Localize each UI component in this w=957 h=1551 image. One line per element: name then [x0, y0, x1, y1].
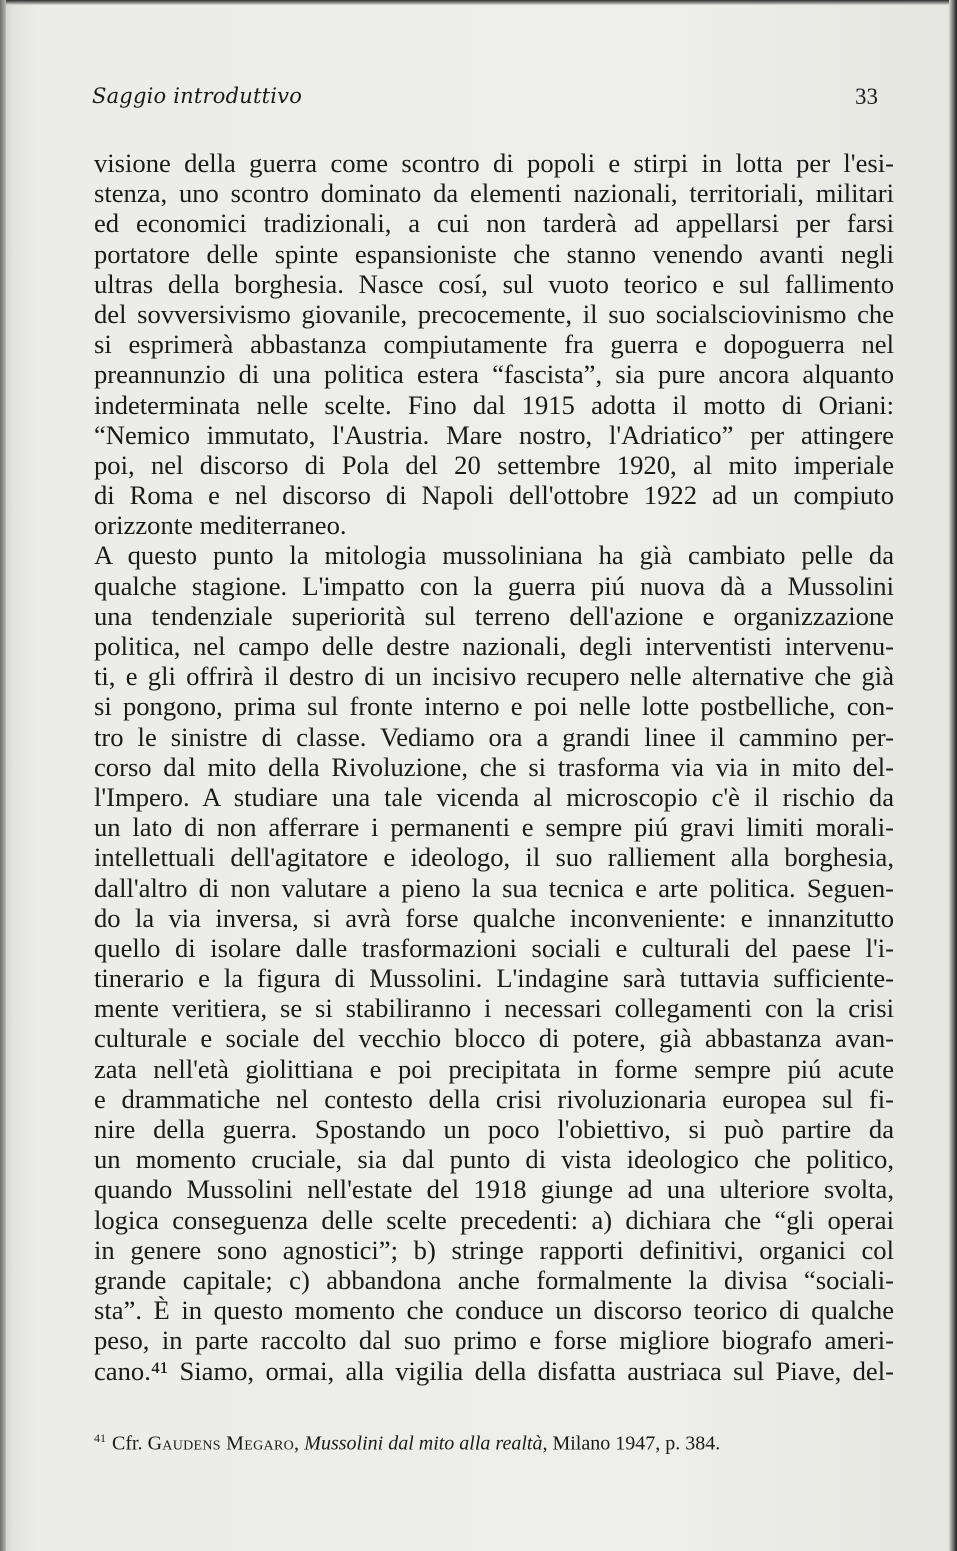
footnote-suffix: Milano 1947, p. 384. [552, 1432, 721, 1455]
text-line: un momento cruciale, sia dal punto di vista ideologico che politico, [94, 1144, 894, 1175]
text-line: preannunzio di una politica estera “fascista”, sia pure ancora alquanto [94, 359, 894, 390]
text-line: nire della guerra. Spostando un poco l'obiettivo, si può partire da [94, 1114, 894, 1144]
text-line: tro le sinistre di classe. Vediamo ora a grandi linee il cammino per- [94, 721, 894, 752]
page-top-edge [0, 0, 957, 5]
text-line: mente veritiera, se si stabiliranno i necessari collegamenti con la crisi [94, 993, 894, 1024]
text-line: culturale e sociale del vecchio blocco di potere, già abbastanza avan- [94, 1023, 894, 1054]
text-line: corso dal mito della Rivoluzione, che si trasforma via via in mito del- [94, 751, 894, 782]
text-line: dall'altro di non valutare a pieno la sua tecnica e arte politica. Seguen- [94, 872, 894, 903]
text-line: una tendenziale superiorità sul terreno dell'azione e organizzazione [94, 600, 894, 631]
text-line: peso, in parte raccolto dal suo primo e forse migliore biografo ameri- [94, 1325, 894, 1356]
footnote-prefix: Cfr. [112, 1432, 143, 1455]
text-line: grande capitale; c) abbandona anche formalmente la divisa “sociali- [94, 1264, 894, 1295]
text-line: ti, e gli offrirà il destro di un incisivo recupero nelle alternative che già [94, 661, 894, 692]
text-line: in genere sono agnostici”; b) stringe rapporti definitivi, organici col [94, 1234, 894, 1265]
text-line: del sovversivismo giovanile, precocemente, il suo socialsciovinismo che [94, 298, 894, 329]
text-line: visione della guerra come scontro di popoli e stirpi in lotta per l'esi- [94, 148, 894, 178]
text-line: si pongono, prima sul fronte interno e poi nelle lotte postbelliche, con- [94, 691, 894, 722]
text-line: stenza, uno scontro dominato da elementi nazionali, territoriali, militari [94, 178, 894, 209]
text-line: qualche stagione. L'impatto con la guerra piú nuova dà a Mussolini [94, 570, 894, 601]
body-text [94, 148, 894, 1386]
footnote-author: Gaudens Megaro, [147, 1432, 300, 1455]
footnote [94, 1431, 894, 1456]
text-line: quando Mussolini nell'estate del 1918 giunge ad una ulteriore svolta, [94, 1174, 894, 1205]
text-line: politica, nel campo delle destre nazionali, degli interventisti intervenu- [94, 631, 894, 661]
text-line: ultras della borghesia. Nasce cosí, sul vuoto teorico e sul fallimento [94, 268, 894, 299]
text-line: “Nemico immutato, l'Austria. Mare nostro, l'Adriatico” per attingere [94, 419, 894, 450]
text-line: logica conseguenza delle scelte precedenti: a) dichiara che “gli operai [94, 1204, 894, 1235]
text-line: sta”. È in questo momento che conduce un discorso teorico di qualche [94, 1295, 894, 1326]
text-line: tinerario e la figura di Mussolini. L'indagine sarà tuttavia sufficiente- [94, 963, 894, 994]
page-spine-edge [0, 0, 6, 1551]
footnote-title: Mussolini dal mito alla realtà, [304, 1432, 548, 1455]
text-line: intellettuali dell'agitatore e ideologo, il suo ralliement alla borghesia, [94, 842, 894, 873]
text-line: e drammatiche nel contesto della crisi rivoluzionaria europea sul fi- [94, 1083, 894, 1114]
text-line: indeterminata nelle scelte. Fino dal 1915 adotta il motto di Oriani: [94, 389, 894, 420]
text-line: un lato di non afferrare i permanenti e sempre piú gravi limiti morali- [94, 812, 894, 843]
text-line: orizzonte mediterraneo. [94, 510, 347, 541]
text-line: quello di isolare dalle trasformazioni sociali e culturali del paese l'i- [94, 932, 894, 963]
running-head-title: Saggio introduttivo [92, 84, 303, 108]
footnote-marker: 41 [94, 1431, 106, 1445]
page-number: 33 [855, 84, 878, 109]
text-line: zata nell'età giolittiana e poi precipitata in forme sempre piú acute [94, 1053, 894, 1084]
text-line: do la via inversa, si avrà forse qualche inconveniente: e innanzitutto [94, 902, 894, 933]
text-line: si esprimerà abbastanza compiutamente fra guerra e dopoguerra nel [94, 329, 894, 360]
text-line: A questo punto la mitologia mussoliniana ha già cambiato pelle da [94, 540, 894, 571]
text-line: l'Impero. A studiare una tale vicenda al microscopio c'è il rischio da [94, 781, 894, 812]
text-line: di Roma e nel discorso di Napoli dell'ottobre 1922 ad un compiuto [94, 480, 894, 511]
page-right-edge [949, 0, 957, 1551]
text-line: poi, nel discorso di Pola del 20 settembre 1920, al mito imperiale [94, 449, 894, 480]
text-line: portatore delle spinte espansioniste che stanno venendo avanti negli [94, 238, 894, 269]
text-line: ed economici tradizionali, a cui non tarderà ad appellarsi per farsi [94, 208, 894, 239]
running-head [92, 84, 878, 114]
text-line: cano.⁴¹ Siamo, ormai, alla vigilia della disfatta austriaca sul Piave, del- [94, 1355, 894, 1386]
